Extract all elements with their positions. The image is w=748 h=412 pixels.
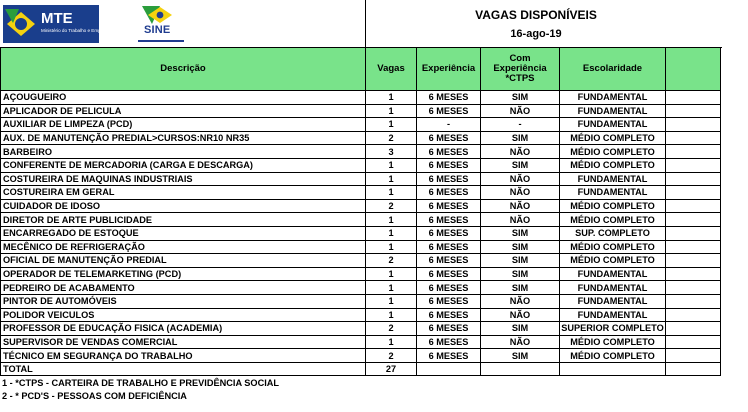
cell-experiencia: 6 MESES xyxy=(417,254,481,268)
cell-ctps: NÃO xyxy=(481,213,560,227)
table-row xyxy=(1,308,721,322)
header-descricao: Descrição xyxy=(1,48,366,91)
cell-experiencia: 6 MESES xyxy=(417,349,481,363)
cell-escolaridade: MÉDIO COMPLETO xyxy=(560,213,666,227)
table-row xyxy=(1,322,721,336)
cell-vagas: 1 xyxy=(366,213,417,227)
cell-ctps: NÃO xyxy=(481,172,560,186)
cell-vagas: 1 xyxy=(366,158,417,172)
cell-descricao: COSTUREIRA EM GERAL xyxy=(1,186,366,200)
cell-blank xyxy=(666,267,721,281)
sine-logo-text: SINE xyxy=(144,24,171,36)
table-row xyxy=(1,158,721,172)
page-date: 16-ago-19 xyxy=(510,28,562,40)
header-escolaridade: Escolaridade xyxy=(560,48,666,91)
cell-blank xyxy=(666,335,721,349)
cell-escolaridade: MÉDIO COMPLETO xyxy=(560,240,666,254)
table-row xyxy=(1,172,721,186)
header-com-experiencia-line3: *CTPS xyxy=(505,73,535,84)
cell-blank xyxy=(666,199,721,213)
cell-vagas: 3 xyxy=(366,145,417,159)
cell-descricao: AUX. DE MANUTENÇÃO PREDIAL>CURSOS:NR10 NR35 xyxy=(1,131,366,145)
cell-blank xyxy=(666,308,721,322)
cell-vagas: 1 xyxy=(366,308,417,322)
table-row xyxy=(1,91,721,105)
cell-descricao: PINTOR DE AUTOMÓVEIS xyxy=(1,294,366,308)
table-row xyxy=(1,118,721,132)
cell-vagas: 1 xyxy=(366,294,417,308)
total-row xyxy=(1,362,721,376)
footnote-pcd: 2 - * PCD'S - PESSOAS COM DEFICIÊNCIA xyxy=(2,391,187,401)
cell-vagas: 1 xyxy=(366,104,417,118)
cell-experiencia: 6 MESES xyxy=(417,335,481,349)
logo-area xyxy=(0,0,366,47)
cell-vagas: 2 xyxy=(366,199,417,213)
table-row xyxy=(1,267,721,281)
cell-ctps: NÃO xyxy=(481,294,560,308)
svg-text:Ministério do Trabalho e Empre: Ministério do Trabalho e Emprego xyxy=(41,28,110,33)
table-footer xyxy=(1,362,721,376)
cell-blank xyxy=(666,104,721,118)
cell-ctps: - xyxy=(481,118,560,132)
cell-experiencia: 6 MESES xyxy=(417,104,481,118)
cell-blank xyxy=(666,118,721,132)
cell-escolaridade: MÉDIO COMPLETO xyxy=(560,158,666,172)
total-empty-cell xyxy=(417,362,481,376)
cell-experiencia: 6 MESES xyxy=(417,172,481,186)
cell-blank xyxy=(666,240,721,254)
cell-experiencia: 6 MESES xyxy=(417,213,481,227)
cell-ctps: SIM xyxy=(481,91,560,105)
table-row xyxy=(1,226,721,240)
cell-blank xyxy=(666,131,721,145)
cell-escolaridade: SUPERIOR COMPLETO xyxy=(561,323,664,334)
cell-experiencia: 6 MESES xyxy=(417,145,481,159)
cell-escolaridade: MÉDIO COMPLETO xyxy=(560,349,666,363)
cell-descricao: CONFERENTE DE MERCADORIA (CARGA E DESCARGA) xyxy=(1,158,366,172)
cell-ctps: SIM xyxy=(481,281,560,295)
table-row xyxy=(1,199,721,213)
cell-experiencia: 6 MESES xyxy=(417,158,481,172)
table-row xyxy=(1,240,721,254)
table-row xyxy=(1,104,721,118)
cell-blank xyxy=(666,186,721,200)
vagas-table xyxy=(0,47,721,376)
cell-experiencia: 6 MESES xyxy=(417,226,481,240)
footnote-ctps: 1 - *CTPS - CARTEIRA DE TRABALHO E PREVIDÊNCIA SOCIAL xyxy=(2,378,280,388)
cell-experiencia: 6 MESES xyxy=(417,199,481,213)
total-label: TOTAL xyxy=(1,362,366,376)
table-row xyxy=(1,131,721,145)
total-empty-cell xyxy=(481,362,560,376)
cell-ctps: SIM xyxy=(481,240,560,254)
cell-escolaridade: FUNDAMENTAL xyxy=(560,281,666,295)
cell-blank xyxy=(666,226,721,240)
table-row xyxy=(1,294,721,308)
total-vagas: 27 xyxy=(366,362,417,376)
cell-descricao: COSTUREIRA DE MAQUINAS INDUSTRIAIS xyxy=(1,172,366,186)
cell-vagas: 1 xyxy=(366,335,417,349)
cell-vagas: 1 xyxy=(366,226,417,240)
cell-ctps: NÃO xyxy=(481,145,560,159)
cell-descricao: BARBEIRO xyxy=(1,145,366,159)
cell-escolaridade: FUNDAMENTAL xyxy=(560,267,666,281)
cell-experiencia: 6 MESES xyxy=(417,322,481,336)
cell-vagas: 1 xyxy=(366,118,417,132)
header-vagas: Vagas xyxy=(366,48,417,91)
cell-escolaridade: MÉDIO COMPLETO xyxy=(560,254,666,268)
cell-escolaridade: FUNDAMENTAL xyxy=(560,104,666,118)
table-row xyxy=(1,145,721,159)
cell-descricao: PROFESSOR DE EDUCAÇÃO FISICA (ACADEMIA) xyxy=(1,322,366,336)
cell-descricao: OPERADOR DE TELEMARKETING (PCD) xyxy=(1,267,366,281)
cell-ctps: SIM xyxy=(481,349,560,363)
cell-ctps: SIM xyxy=(481,322,560,336)
cell-escolaridade: FUNDAMENTAL xyxy=(560,186,666,200)
cell-escolaridade: MÉDIO COMPLETO xyxy=(560,335,666,349)
cell-ctps: NÃO xyxy=(481,104,560,118)
cell-experiencia: - xyxy=(417,118,481,132)
cell-ctps: NÃO xyxy=(481,308,560,322)
table-body xyxy=(1,91,721,363)
cell-blank xyxy=(666,322,721,336)
cell-experiencia: 6 MESES xyxy=(417,281,481,295)
cell-experiencia: 6 MESES xyxy=(417,186,481,200)
table-row xyxy=(1,281,721,295)
cell-descricao: ENCARREGADO DE ESTOQUE xyxy=(1,226,366,240)
cell-vagas: 2 xyxy=(366,254,417,268)
cell-blank xyxy=(666,281,721,295)
header-experiencia: Experiência xyxy=(417,48,481,91)
cell-descricao: TÉCNICO EM SEGURANÇA DO TRABALHO xyxy=(1,349,366,363)
cell-vagas: 1 xyxy=(366,267,417,281)
cell-escolaridade: FUNDAMENTAL xyxy=(560,308,666,322)
cell-descricao: MECÊNICO DE REFRIGERAÇÃO xyxy=(1,240,366,254)
cell-vagas: 1 xyxy=(366,240,417,254)
cell-vagas: 1 xyxy=(366,186,417,200)
cell-vagas: 1 xyxy=(366,281,417,295)
cell-escolaridade: MÉDIO COMPLETO xyxy=(560,199,666,213)
svg-text:MTE: MTE xyxy=(41,10,73,27)
table-row xyxy=(1,254,721,268)
cell-descricao: AÇOUGUEIRO xyxy=(1,91,366,105)
cell-descricao: CUIDADOR DE IDOSO xyxy=(1,199,366,213)
mte-logo xyxy=(3,5,110,43)
total-empty-cell xyxy=(560,362,666,376)
cell-experiencia: 6 MESES xyxy=(417,91,481,105)
total-empty-cell xyxy=(666,362,721,376)
cell-escolaridade: MÉDIO COMPLETO xyxy=(560,131,666,145)
table-row xyxy=(1,349,721,363)
cell-escolaridade: FUNDAMENTAL xyxy=(560,172,666,186)
cell-ctps: NÃO xyxy=(481,335,560,349)
cell-ctps: SIM xyxy=(481,158,560,172)
cell-blank xyxy=(666,349,721,363)
cell-escolaridade: FUNDAMENTAL xyxy=(560,91,666,105)
cell-descricao: DIRETOR DE ARTE PUBLICIDADE xyxy=(1,213,366,227)
table-row xyxy=(1,213,721,227)
header-blank xyxy=(666,48,721,91)
page-title: VAGAS DISPONÍVEIS xyxy=(475,8,597,22)
cell-escolaridade: FUNDAMENTAL xyxy=(560,294,666,308)
cell-blank xyxy=(666,158,721,172)
cell-escolaridade: SUP. COMPLETO xyxy=(560,226,666,240)
header-com-experiencia xyxy=(481,48,560,91)
cell-descricao: SUPERVISOR DE VENDAS COMERCIAL xyxy=(1,335,366,349)
header-com-experiencia-line2: Experiência xyxy=(493,63,547,74)
header-com-experiencia-line1: Com xyxy=(509,53,531,64)
table-header-row xyxy=(1,48,721,91)
cell-blank xyxy=(666,213,721,227)
cell-descricao: AUXILIAR DE LIMPEZA (PCD) xyxy=(1,118,366,132)
cell-vagas: 2 xyxy=(366,131,417,145)
cell-escolaridade: MÉDIO COMPLETO xyxy=(560,145,666,159)
cell-ctps: SIM xyxy=(481,131,560,145)
cell-descricao: POLIDOR VEICULOS xyxy=(1,308,366,322)
cell-ctps: NÃO xyxy=(481,199,560,213)
cell-descricao: APLICADOR DE PELICULA xyxy=(1,104,366,118)
cell-escolaridade: FUNDAMENTAL xyxy=(560,118,666,132)
cell-blank xyxy=(666,172,721,186)
cell-vagas: 2 xyxy=(366,349,417,363)
table-row xyxy=(1,186,721,200)
cell-blank xyxy=(666,91,721,105)
cell-ctps: NÃO xyxy=(481,186,560,200)
cell-experiencia: 6 MESES xyxy=(417,308,481,322)
cell-experiencia: 6 MESES xyxy=(417,267,481,281)
cell-experiencia: 6 MESES xyxy=(417,131,481,145)
cell-experiencia: 6 MESES xyxy=(417,294,481,308)
table-row xyxy=(1,335,721,349)
cell-descricao: OFICIAL DE MANUTENÇÃO PREDIAL xyxy=(1,254,366,268)
cell-blank xyxy=(666,254,721,268)
title-box xyxy=(366,0,706,47)
page-header xyxy=(0,0,748,47)
cell-ctps: SIM xyxy=(481,267,560,281)
cell-blank xyxy=(666,294,721,308)
cell-vagas: 1 xyxy=(366,172,417,186)
cell-ctps: SIM xyxy=(481,226,560,240)
cell-descricao: PEDREIRO DE ACABAMENTO xyxy=(1,281,366,295)
cell-vagas: 2 xyxy=(366,322,417,336)
cell-experiencia: 6 MESES xyxy=(417,240,481,254)
cell-ctps: SIM xyxy=(481,254,560,268)
cell-vagas: 1 xyxy=(366,91,417,105)
cell-blank xyxy=(666,145,721,159)
